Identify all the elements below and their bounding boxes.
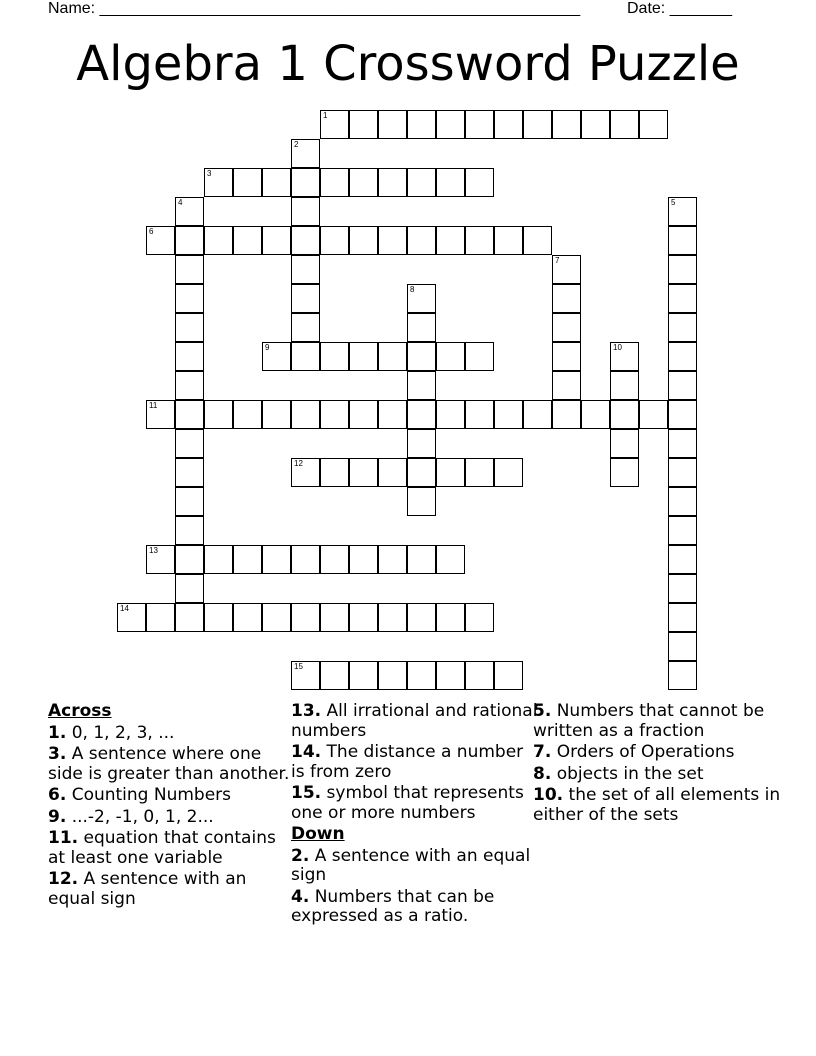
grid-cell [262, 342, 291, 371]
clues-column-1 [48, 702, 298, 911]
grid-cell [494, 226, 523, 255]
grid-cell [407, 429, 436, 458]
grid-cell [668, 255, 697, 284]
grid-cell [378, 400, 407, 429]
grid-cell [262, 603, 291, 632]
grid-cell [610, 110, 639, 139]
grid-cell [610, 429, 639, 458]
grid-cell [175, 516, 204, 545]
clue-across-1 [48, 724, 298, 744]
clue-text: objects in the set [551, 763, 704, 784]
clue-down-8 [533, 765, 783, 785]
grid-cell [639, 400, 668, 429]
grid-cell [407, 400, 436, 429]
grid-cell [175, 342, 204, 371]
grid-cell [668, 429, 697, 458]
grid-cell [117, 603, 146, 632]
cell-number: 14 [120, 604, 129, 613]
clue-number: 12. [48, 869, 79, 889]
grid-cell [349, 168, 378, 197]
grid-cell [262, 400, 291, 429]
clue-across-6 [48, 786, 298, 806]
clue-text: the set of all elements in either of the sets [533, 785, 781, 825]
grid-cell [262, 545, 291, 574]
grid-cell [291, 545, 320, 574]
grid-cell [552, 371, 581, 400]
grid-cell [407, 313, 436, 342]
grid-cell [349, 661, 378, 690]
grid-cell [204, 400, 233, 429]
grid-cell [146, 226, 175, 255]
grid-cell [233, 400, 262, 429]
grid-cell [668, 516, 697, 545]
name-field-label: Name: ______________________________________________________ [48, 0, 581, 17]
grid-cell [233, 603, 262, 632]
grid-cell [262, 168, 291, 197]
grid-cell [175, 603, 204, 632]
grid-cell [407, 661, 436, 690]
cell-number: 9 [265, 343, 270, 352]
grid-cell [523, 110, 552, 139]
clue-text: symbol that represents one or more numbers [291, 783, 524, 823]
clue-across-13 [291, 702, 541, 741]
grid-cell [378, 661, 407, 690]
clue-text: 0, 1, 2, 3, ... [66, 722, 175, 743]
grid-cell [610, 342, 639, 371]
clue-down-5 [533, 702, 783, 741]
grid-cell [262, 226, 291, 255]
clue-number: 13. [291, 701, 322, 721]
cell-number: 2 [294, 140, 299, 149]
grid-cell [465, 661, 494, 690]
clue-text: A sentence with an equal sign [291, 845, 531, 885]
grid-cell [494, 400, 523, 429]
grid-cell [465, 400, 494, 429]
grid-cell [552, 342, 581, 371]
clue-across-14 [291, 743, 541, 782]
clue-down-2 [291, 847, 541, 886]
grid-cell [233, 226, 262, 255]
grid-cell [465, 226, 494, 255]
cell-number: 7 [555, 256, 560, 265]
clue-text: Numbers that can be expressed as a ratio. [291, 886, 495, 926]
grid-cell [552, 255, 581, 284]
grid-cell [581, 110, 610, 139]
clue-number: 9. [48, 806, 67, 827]
grid-cell [349, 603, 378, 632]
grid-cell [494, 661, 523, 690]
clue-text: equation that contains at least one variable [48, 828, 276, 868]
grid-cell [349, 400, 378, 429]
grid-cell [349, 458, 378, 487]
clue-text: Counting Numbers [66, 785, 232, 805]
grid-cell [668, 661, 697, 690]
grid-cell [320, 400, 349, 429]
grid-cell [291, 603, 320, 632]
grid-cell [378, 603, 407, 632]
grid-cell [175, 313, 204, 342]
grid-cell [291, 342, 320, 371]
grid-cell [407, 603, 436, 632]
clue-across-3 [48, 745, 298, 784]
grid-cell [436, 168, 465, 197]
cell-number: 8 [410, 285, 415, 294]
clue-text: Numbers that cannot be written as a fraction [533, 701, 765, 741]
grid-cell [320, 661, 349, 690]
grid-cell [378, 226, 407, 255]
cell-number: 11 [149, 401, 158, 410]
grid-cell [668, 313, 697, 342]
cell-number: 4 [178, 198, 183, 207]
grid-cell [494, 110, 523, 139]
grid-cell [552, 110, 581, 139]
clue-text: Orders of Operations [551, 742, 735, 762]
down-heading: Down [291, 824, 345, 844]
clue-number: 6. [48, 785, 67, 805]
grid-cell [378, 168, 407, 197]
clue-text: The distance a number is from zero [291, 742, 524, 782]
grid-cell [320, 545, 349, 574]
cell-number: 3 [207, 169, 212, 178]
grid-cell [291, 197, 320, 226]
grid-cell [436, 661, 465, 690]
clue-across-12 [48, 870, 298, 909]
grid-cell [668, 487, 697, 516]
grid-cell [204, 545, 233, 574]
grid-cell [320, 168, 349, 197]
grid-cell [320, 603, 349, 632]
grid-cell [175, 487, 204, 516]
grid-cell [378, 342, 407, 371]
grid-cell [436, 458, 465, 487]
grid-cell [436, 226, 465, 255]
clue-number: 2. [291, 845, 310, 866]
grid-cell [204, 226, 233, 255]
grid-cell [407, 371, 436, 400]
clue-number: 4. [291, 886, 310, 907]
grid-cell [552, 400, 581, 429]
grid-cell [465, 458, 494, 487]
grid-cell [407, 110, 436, 139]
grid-cell [668, 197, 697, 226]
clue-text: A sentence with an equal sign [48, 869, 247, 909]
grid-cell [610, 371, 639, 400]
cell-number: 12 [294, 459, 303, 468]
grid-cell [668, 603, 697, 632]
clue-number: 3. [48, 744, 67, 764]
grid-cell [175, 255, 204, 284]
grid-cell [175, 284, 204, 313]
grid-cell [291, 168, 320, 197]
clue-number: 7. [533, 742, 552, 762]
grid-cell [465, 603, 494, 632]
grid-cell [291, 661, 320, 690]
page-title: Algebra 1 Crossword Puzzle [76, 36, 740, 92]
grid-cell [175, 574, 204, 603]
grid-cell [291, 226, 320, 255]
grid-cell [407, 487, 436, 516]
grid-cell [668, 400, 697, 429]
grid-cell [639, 110, 668, 139]
clue-number: 1. [48, 722, 67, 743]
grid-cell [494, 458, 523, 487]
cell-number: 6 [149, 227, 154, 236]
grid-cell [320, 342, 349, 371]
clue-number: 8. [533, 763, 552, 784]
grid-cell [291, 255, 320, 284]
clue-down-10 [533, 786, 783, 825]
clue-text: All irrational and rational numbers [291, 701, 538, 741]
grid-cell [378, 110, 407, 139]
grid-cell [175, 429, 204, 458]
grid-cell [465, 110, 494, 139]
grid-cell [668, 371, 697, 400]
grid-cell [407, 545, 436, 574]
clue-across-11 [48, 829, 298, 868]
cell-number: 10 [613, 343, 622, 352]
grid-cell [175, 371, 204, 400]
grid-cell [668, 545, 697, 574]
grid-cell [523, 400, 552, 429]
cell-number: 13 [149, 546, 158, 555]
grid-cell [349, 545, 378, 574]
date-field-label: Date: _______ [627, 0, 732, 17]
cell-number: 1 [323, 111, 328, 120]
grid-cell [436, 545, 465, 574]
grid-cell [668, 284, 697, 313]
grid-cell [465, 342, 494, 371]
grid-cell [291, 139, 320, 168]
grid-cell [349, 110, 378, 139]
clue-across-15 [291, 784, 541, 823]
grid-cell [523, 226, 552, 255]
grid-cell [175, 226, 204, 255]
grid-cell [233, 545, 262, 574]
cell-number: 15 [294, 662, 303, 671]
clue-text: A sentence where one side is greater than another. [48, 744, 290, 784]
grid-cell [349, 342, 378, 371]
grid-cell [610, 400, 639, 429]
grid-cell [407, 168, 436, 197]
grid-cell [436, 603, 465, 632]
grid-cell [204, 168, 233, 197]
grid-cell [436, 110, 465, 139]
grid-cell [407, 226, 436, 255]
clue-number: 5. [533, 701, 552, 721]
grid-cell [610, 458, 639, 487]
cell-number: 5 [671, 198, 676, 207]
grid-cell [320, 458, 349, 487]
grid-cell [668, 342, 697, 371]
grid-cell [407, 284, 436, 313]
across-heading: Across [48, 701, 112, 721]
grid-cell [668, 574, 697, 603]
grid-cell [146, 603, 175, 632]
grid-cell [552, 284, 581, 313]
clue-number: 14. [291, 742, 322, 762]
grid-cell [146, 400, 175, 429]
clue-number: 11. [48, 828, 79, 848]
grid-cell [175, 400, 204, 429]
grid-cell [175, 458, 204, 487]
grid-cell [320, 226, 349, 255]
clue-text: ...-2, -1, 0, 1, 2... [66, 806, 214, 827]
grid-cell [378, 545, 407, 574]
grid-cell [175, 545, 204, 574]
clue-down-4 [291, 888, 541, 927]
clue-number: 10. [533, 785, 564, 805]
grid-cell [320, 110, 349, 139]
grid-cell [291, 284, 320, 313]
clues-column-3 [533, 702, 783, 827]
grid-cell [349, 226, 378, 255]
clue-down-7 [533, 743, 783, 763]
grid-cell [378, 458, 407, 487]
grid-cell [407, 458, 436, 487]
grid-cell [233, 168, 262, 197]
grid-cell [407, 342, 436, 371]
clue-across-9 [48, 808, 298, 828]
clue-number: 15. [291, 783, 322, 803]
grid-cell [146, 545, 175, 574]
grid-cell [436, 400, 465, 429]
grid-cell [465, 168, 494, 197]
grid-cell [668, 226, 697, 255]
grid-cell [552, 313, 581, 342]
grid-cell [436, 342, 465, 371]
grid-cell [668, 458, 697, 487]
grid-cell [291, 400, 320, 429]
grid-cell [581, 400, 610, 429]
clues-column-2 [291, 702, 541, 929]
grid-cell [291, 313, 320, 342]
grid-cell [204, 603, 233, 632]
grid-cell [175, 197, 204, 226]
grid-cell [668, 632, 697, 661]
grid-cell [291, 458, 320, 487]
